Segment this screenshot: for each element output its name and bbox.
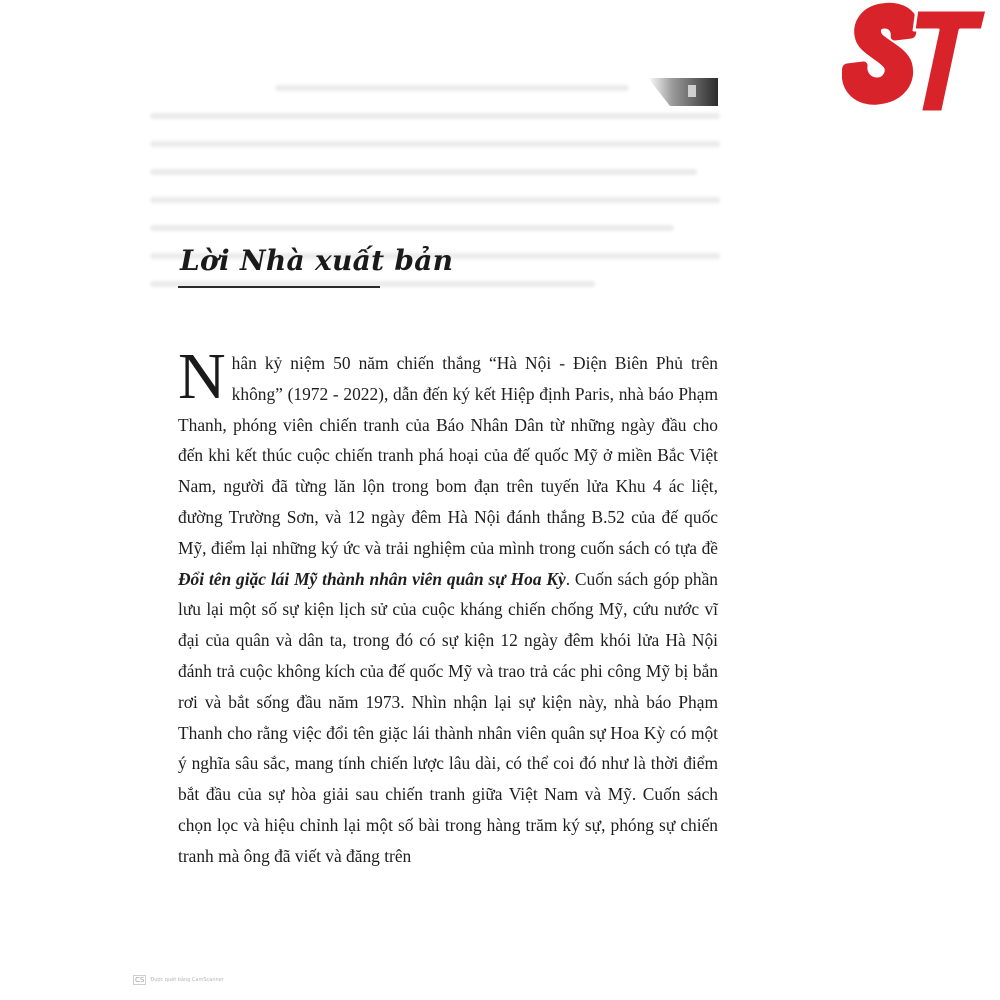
body-paragraph [178,340,719,872]
paragraph-intro: hân kỷ niệm 50 năm chiến thắng “Hà Nội - Điện Biên Phủ trên không” (1972 - 2022), dẫn đến ký kết Hiệp định Paris, nhà báo Phạm Thanh, phóng viên chiến tranh của Báo Nhân Dân từ những ngày đầu cho đến khi kết thúc cuộc chiến tranh phá hoại của đế quốc Mỹ ở miền Bắc Việt Nam, người đã từng lăn lộn trong bom đạn trên tuyến lửa Khu 4 ác liệt, đường Trường Sơn, và 12 ngày đêm Hà Nội đánh thắng B.52 của đế quốc Mỹ, điểm lại những ký ức và trải nghiệm của mình trong cuốn sách có tựa đề [178,353,718,558]
book-title: Đổi tên giặc lái Mỹ thành nhân viên quân sự Hoa Kỳ [178,568,566,589]
page-heading: Lời Nhà xuất bản [180,244,454,277]
scanner-watermark [133,975,224,985]
st-logo-icon [842,2,990,120]
camscanner-text: Được quét bằng CamScanner [150,977,224,983]
heading-underline [178,286,380,288]
camscanner-badge: CS [135,976,145,984]
page-tab-icon [648,78,718,106]
paragraph-rest: . Cuốn sách góp phần lưu lại một số sự kiện lịch sử của cuộc kháng chiến chống Mỹ, cứu nước vĩ đại của quân và dân ta, trong đó có sự kiện 12 ngày đêm khói lửa Hà Nội đánh trả cuộc không kích của đế quốc Mỹ và trao trả các phi công Mỹ bị bắn rơi và bắt sống đầu năm 1973. Nhìn nhận lại sự kiện này, nhà báo Phạm Thanh cho rằng việc đổi tên giặc lái thành nhân viên quân sự Hoa Kỳ có một ý nghĩa sâu sắc, mang tính chiến lược lâu dài, có thể coi đó như là thời điểm bắt đầu của sự hòa giải sau chiến tranh giữa Việt Nam và Mỹ. Cuốn sách chọn lọc và hiệu chỉnh lại một số bài trong hàng trăm ký sự, phóng sự chiến tranh mà ông đã viết và đăng trên [178,568,719,866]
drop-cap: N [178,340,226,413]
show-through-text [150,85,720,335]
